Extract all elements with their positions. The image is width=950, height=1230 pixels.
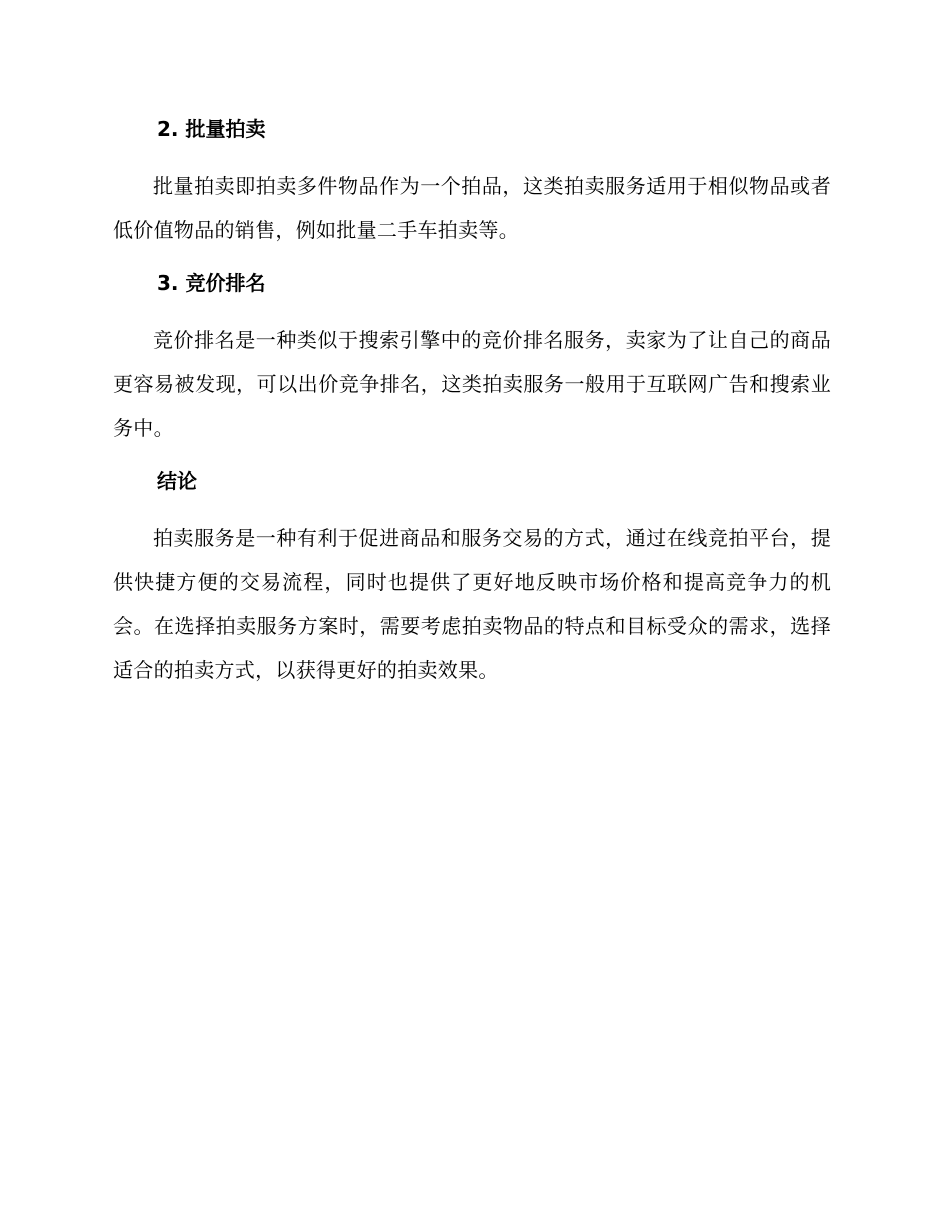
section-batch-auction: [113, 112, 831, 266]
section-heading: 结论: [157, 469, 197, 493]
document-body: [113, 112, 831, 692]
section-bid-ranking: [113, 266, 831, 464]
section-paragraph: 批量拍卖即拍卖多件物品作为一个拍品，这类拍卖服务适用于相似物品或者低价值物品的销售，例如批量二手车拍卖等。: [113, 174, 831, 242]
section-heading: 2. 批量拍卖: [157, 117, 266, 141]
section-conclusion: [113, 464, 831, 692]
section-heading: 3. 竞价排名: [157, 271, 266, 295]
section-paragraph: 竞价排名是一种类似于搜索引擎中的竞价排名服务，卖家为了让自己的商品更容易被发现，可以出价竞争排名，这类拍卖服务一般用于互联网广告和搜索业务中。: [113, 328, 831, 440]
section-paragraph: 拍卖服务是一种有利于促进商品和服务交易的方式，通过在线竞拍平台，提供快捷方便的交易流程，同时也提供了更好地反映市场价格和提高竞争力的机会。在选择拍卖服务方案时，需要考虑拍卖物品的特点和目标受众的需求，选择适合的拍卖方式，以获得更好的拍卖效果。: [113, 526, 831, 682]
